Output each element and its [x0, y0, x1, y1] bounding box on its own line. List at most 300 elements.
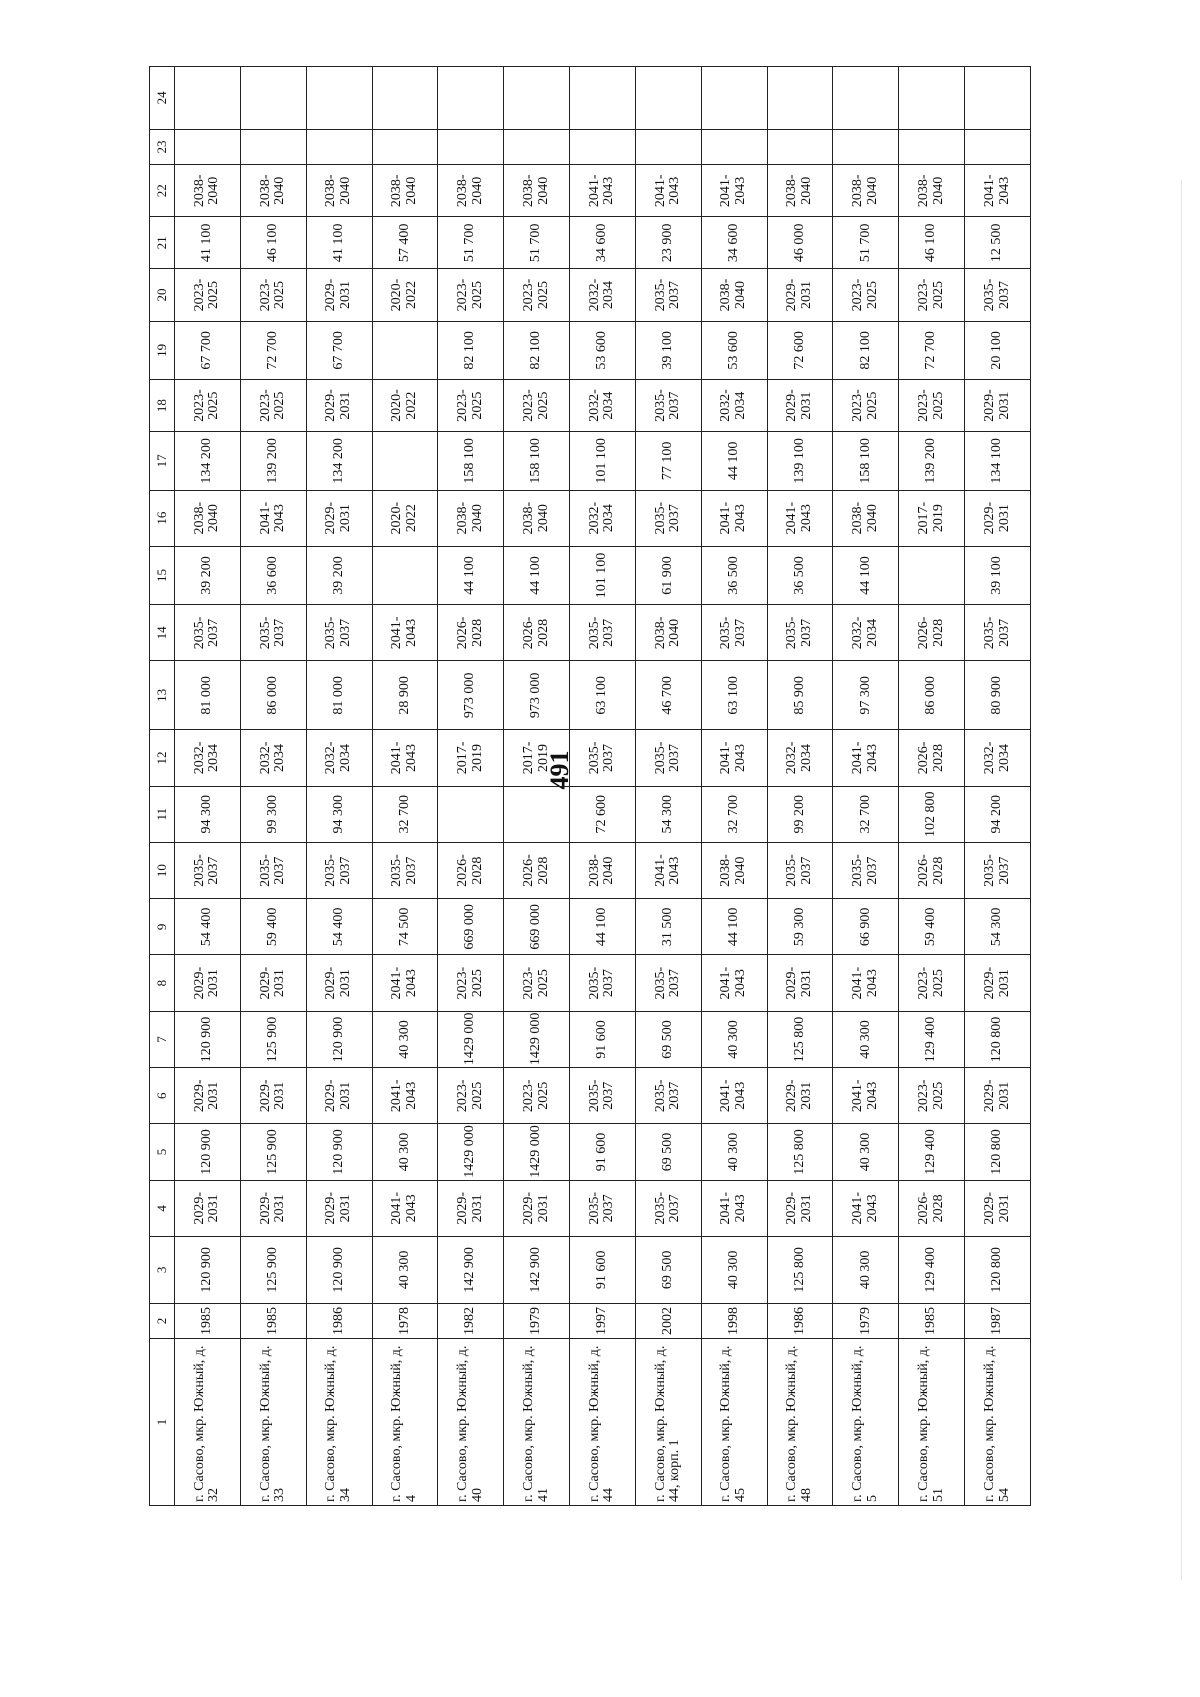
table-cell: 51 700: [438, 217, 504, 269]
table-cell: 1982: [438, 1303, 504, 1338]
table-cell: 31 500: [635, 899, 701, 955]
table-cell: 125 800: [767, 1236, 833, 1303]
table-cell: 2023-2025: [899, 269, 965, 321]
table-cell: [175, 129, 241, 164]
table-cell: 2029-2031: [240, 1068, 306, 1124]
table-cell: 158 100: [504, 432, 570, 490]
table-cell: 2032-2034: [570, 490, 636, 546]
table-cell: 2035-2037: [175, 605, 241, 661]
table-cell: 142 900: [504, 1236, 570, 1303]
header-cell-21: 21: [150, 217, 175, 269]
address-cell: г. Сасово, мкр. Южный, д. 51: [899, 1339, 965, 1506]
table-cell: 2029-2031: [438, 1180, 504, 1236]
table-cell: [504, 67, 570, 130]
table-cell: 2029-2031: [767, 269, 833, 321]
table-cell: 2026-2028: [899, 842, 965, 898]
table-cell: 2038-2040: [701, 842, 767, 898]
table-cell: [306, 129, 372, 164]
table-cell: 2029-2031: [767, 955, 833, 1011]
table-cell: 82 100: [504, 321, 570, 379]
table-cell: 2029-2031: [965, 490, 1031, 546]
table-cell: 2026-2028: [899, 605, 965, 661]
table-cell: 2029-2031: [504, 1180, 570, 1236]
table-row: [767, 67, 833, 1506]
table-cell: 2026-2028: [504, 605, 570, 661]
table-cell: 101 100: [570, 546, 636, 604]
table-cell: 139 200: [240, 432, 306, 490]
table-cell: 2002: [635, 1303, 701, 1338]
table-cell: 69 500: [635, 1011, 701, 1067]
address-cell: г. Сасово, мкр. Южный, д. 44, корп. 1: [635, 1339, 701, 1506]
table-row: [570, 67, 636, 1506]
table-cell: 2038-2040: [767, 165, 833, 217]
table-cell: 94 300: [175, 786, 241, 842]
header-cell-23: 23: [150, 129, 175, 164]
table-row: [438, 67, 504, 1506]
table-cell: 72 600: [570, 786, 636, 842]
table-cell: 51 700: [504, 217, 570, 269]
table-cell: 36 600: [240, 546, 306, 604]
table-cell: 101 100: [570, 432, 636, 490]
table-cell: 2035-2037: [635, 380, 701, 432]
table-cell: [701, 67, 767, 130]
table-cell: 44 100: [701, 432, 767, 490]
table-cell: [438, 786, 504, 842]
table-row: [504, 67, 570, 1506]
table-cell: 2041-2043: [372, 955, 438, 1011]
table-cell: 2023-2025: [438, 1068, 504, 1124]
table-cell: 2029-2031: [306, 269, 372, 321]
table-cell: 46 100: [240, 217, 306, 269]
header-cell-18: 18: [150, 380, 175, 432]
table-cell: 41 100: [175, 217, 241, 269]
table-cell: 120 800: [965, 1124, 1031, 1180]
header-row: [150, 67, 175, 1506]
table-cell: 2029-2031: [306, 1068, 372, 1124]
table-cell: 72 700: [899, 321, 965, 379]
table-cell: 2035-2037: [635, 490, 701, 546]
table-cell: [372, 129, 438, 164]
table-cell: 77 100: [635, 432, 701, 490]
header-cell-16: 16: [150, 490, 175, 546]
table-cell: 63 100: [570, 661, 636, 730]
table-cell: 2035-2037: [833, 842, 899, 898]
table-cell: [965, 67, 1031, 130]
header-cell-6: 6: [150, 1068, 175, 1124]
table-cell: [767, 129, 833, 164]
table-cell: 102 800: [899, 786, 965, 842]
table-cell: [240, 129, 306, 164]
table-cell: 2032-2034: [570, 380, 636, 432]
table-cell: 2029-2031: [306, 380, 372, 432]
table-cell: 129 400: [899, 1124, 965, 1180]
table-cell: 2038-2040: [372, 165, 438, 217]
table-cell: 59 400: [899, 899, 965, 955]
rotated-table-wrapper: [149, 66, 1031, 1506]
table-cell: 669 000: [504, 899, 570, 955]
table-cell: 40 300: [372, 1236, 438, 1303]
header-cell-20: 20: [150, 269, 175, 321]
table-cell: 2035-2037: [635, 1180, 701, 1236]
header-cell-15: 15: [150, 546, 175, 604]
table-cell: 99 200: [767, 786, 833, 842]
table-cell: 2026-2028: [899, 730, 965, 786]
table-cell: 2029-2031: [175, 1180, 241, 1236]
table-cell: 2023-2025: [504, 1068, 570, 1124]
table-container: [149, 66, 1031, 1506]
table-cell: 54 300: [965, 899, 1031, 955]
table-cell: 125 800: [767, 1124, 833, 1180]
table-cell: 2023-2025: [175, 380, 241, 432]
table-cell: 2041-2043: [372, 1068, 438, 1124]
table-cell: 2038-2040: [175, 490, 241, 546]
table-cell: 40 300: [833, 1011, 899, 1067]
table-cell: 669 000: [438, 899, 504, 955]
table-cell: 1986: [767, 1303, 833, 1338]
table-cell: 2041-2043: [701, 1180, 767, 1236]
address-cell: г. Сасово, мкр. Южный, д. 45: [701, 1339, 767, 1506]
table-cell: 91 600: [570, 1124, 636, 1180]
address-cell: г. Сасово, мкр. Южный, д. 44: [570, 1339, 636, 1506]
table-cell: 2023-2025: [899, 1068, 965, 1124]
address-cell: г. Сасово, мкр. Южный, д. 32: [175, 1339, 241, 1506]
table-cell: 2023-2025: [438, 380, 504, 432]
table-cell: 2038-2040: [175, 165, 241, 217]
table-row: [175, 67, 241, 1506]
table-cell: 72 700: [240, 321, 306, 379]
table-cell: 1987: [965, 1303, 1031, 1338]
table-cell: 94 200: [965, 786, 1031, 842]
table-cell: 2023-2025: [438, 269, 504, 321]
table-cell: 2026-2028: [504, 842, 570, 898]
table-cell: 2041-2043: [372, 605, 438, 661]
table-cell: 67 700: [306, 321, 372, 379]
table-cell: 54 400: [175, 899, 241, 955]
address-cell: г. Сасово, мкр. Южный, д. 48: [767, 1339, 833, 1506]
table-cell: 44 100: [504, 546, 570, 604]
table-cell: 2035-2037: [767, 605, 833, 661]
table-cell: 2041-2043: [372, 730, 438, 786]
table-cell: [306, 67, 372, 130]
table-cell: 2020-2022: [372, 490, 438, 546]
header-cell-19: 19: [150, 321, 175, 379]
table-cell: 2020-2022: [372, 269, 438, 321]
table-cell: 158 100: [833, 432, 899, 490]
table-cell: 36 500: [767, 546, 833, 604]
table-cell: 40 300: [701, 1236, 767, 1303]
table-cell: 1429 000: [438, 1011, 504, 1067]
table-cell: 139 200: [899, 432, 965, 490]
table-cell: 120 900: [306, 1011, 372, 1067]
table-cell: 2032-2034: [175, 730, 241, 786]
table-cell: 142 900: [438, 1236, 504, 1303]
table-cell: 23 900: [635, 217, 701, 269]
table-cell: [899, 129, 965, 164]
table-cell: 2041-2043: [833, 1068, 899, 1124]
table-cell: 2041-2043: [701, 490, 767, 546]
table-cell: 2041-2043: [833, 1180, 899, 1236]
table-cell: 39 100: [635, 321, 701, 379]
table-cell: 129 400: [899, 1236, 965, 1303]
header-cell-2: 2: [150, 1303, 175, 1338]
table-cell: 2035-2037: [635, 955, 701, 1011]
table-cell: 86 000: [899, 661, 965, 730]
table-cell: 32 700: [833, 786, 899, 842]
table-cell: 69 500: [635, 1124, 701, 1180]
table-row: [240, 67, 306, 1506]
table-cell: 2023-2025: [833, 380, 899, 432]
table-cell: 28 900: [372, 661, 438, 730]
table-cell: 1979: [833, 1303, 899, 1338]
table-cell: [570, 129, 636, 164]
table-cell: 120 900: [306, 1236, 372, 1303]
table-cell: 86 000: [240, 661, 306, 730]
table-cell: 54 400: [306, 899, 372, 955]
table-cell: [635, 67, 701, 130]
table-cell: 67 700: [175, 321, 241, 379]
table-cell: [899, 67, 965, 130]
table-cell: 2041-2043: [240, 490, 306, 546]
data-table: [149, 66, 1031, 1506]
header-cell-14: 14: [150, 605, 175, 661]
table-cell: 2038-2040: [438, 490, 504, 546]
table-cell: 63 100: [701, 661, 767, 730]
table-cell: 82 100: [833, 321, 899, 379]
table-cell: 40 300: [701, 1124, 767, 1180]
table-cell: 2032-2034: [767, 730, 833, 786]
table-cell: 2035-2037: [965, 842, 1031, 898]
header-cell-13: 13: [150, 661, 175, 730]
table-cell: 2017-2019: [504, 730, 570, 786]
table-cell: 2023-2025: [833, 269, 899, 321]
table-cell: 81 000: [306, 661, 372, 730]
table-cell: [372, 432, 438, 490]
table-cell: 44 100: [570, 899, 636, 955]
table-cell: 2035-2037: [767, 842, 833, 898]
table-row: [701, 67, 767, 1506]
table-cell: 2029-2031: [965, 380, 1031, 432]
table-cell: [504, 129, 570, 164]
table-cell: 66 900: [833, 899, 899, 955]
table-cell: 2035-2037: [635, 1068, 701, 1124]
header-cell-24: 24: [150, 67, 175, 130]
table-cell: 91 600: [570, 1011, 636, 1067]
table-cell: 2029-2031: [965, 1068, 1031, 1124]
table-cell: 2041-2043: [701, 730, 767, 786]
table-cell: 2023-2025: [899, 380, 965, 432]
table-cell: 134 200: [175, 432, 241, 490]
table-cell: 2041-2043: [833, 955, 899, 1011]
table-cell: 59 400: [240, 899, 306, 955]
table-cell: 973 000: [504, 661, 570, 730]
header-cell-17: 17: [150, 432, 175, 490]
table-cell: 32 700: [701, 786, 767, 842]
header-cell-3: 3: [150, 1236, 175, 1303]
table-cell: 2035-2037: [701, 605, 767, 661]
table-cell: 139 100: [767, 432, 833, 490]
table-cell: [240, 67, 306, 130]
table-cell: [701, 129, 767, 164]
table-cell: 2041-2043: [701, 1068, 767, 1124]
table-row: [965, 67, 1031, 1506]
table-cell: 1979: [504, 1303, 570, 1338]
table-row: [372, 67, 438, 1506]
header-cell-5: 5: [150, 1124, 175, 1180]
table-cell: 2029-2031: [767, 1068, 833, 1124]
address-cell: г. Сасово, мкр. Южный, д. 4: [372, 1339, 438, 1506]
table-cell: 72 600: [767, 321, 833, 379]
table-cell: 2041-2043: [570, 165, 636, 217]
table-cell: 53 600: [701, 321, 767, 379]
table-cell: 125 900: [240, 1124, 306, 1180]
table-cell: 2038-2040: [504, 490, 570, 546]
table-cell: 2041-2043: [635, 842, 701, 898]
table-cell: [899, 546, 965, 604]
table-cell: 2038-2040: [570, 842, 636, 898]
table-cell: 1978: [372, 1303, 438, 1338]
table-cell: 2026-2028: [438, 605, 504, 661]
table-cell: 120 900: [175, 1236, 241, 1303]
table-cell: 2035-2037: [570, 1068, 636, 1124]
table-cell: 2032-2034: [570, 269, 636, 321]
table-cell: 120 900: [175, 1011, 241, 1067]
table-cell: 39 100: [965, 546, 1031, 604]
table-cell: 2041-2043: [965, 165, 1031, 217]
table-cell: 39 200: [175, 546, 241, 604]
table-cell: 40 300: [701, 1011, 767, 1067]
table-cell: [635, 129, 701, 164]
table-cell: 44 100: [438, 546, 504, 604]
table-cell: 1998: [701, 1303, 767, 1338]
header-cell-4: 4: [150, 1180, 175, 1236]
table-cell: 34 600: [701, 217, 767, 269]
table-cell: 82 100: [438, 321, 504, 379]
table-cell: 2032-2034: [240, 730, 306, 786]
table-cell: 158 100: [438, 432, 504, 490]
table-cell: 20 100: [965, 321, 1031, 379]
table-cell: [833, 67, 899, 130]
table-cell: 80 900: [965, 661, 1031, 730]
header-cell-22: 22: [150, 165, 175, 217]
table-cell: 2035-2037: [372, 842, 438, 898]
table-cell: 2032-2034: [701, 380, 767, 432]
table-cell: 81 000: [175, 661, 241, 730]
table-cell: [767, 67, 833, 130]
table-cell: 125 800: [767, 1011, 833, 1067]
table-cell: 2041-2043: [635, 165, 701, 217]
table-cell: 53 600: [570, 321, 636, 379]
table-cell: 1985: [240, 1303, 306, 1338]
table-cell: 2041-2043: [767, 490, 833, 546]
table-cell: 2029-2031: [240, 1180, 306, 1236]
header-cell-9: 9: [150, 899, 175, 955]
table-cell: 2038-2040: [833, 165, 899, 217]
table-cell: 2041-2043: [833, 730, 899, 786]
table-row: [899, 67, 965, 1506]
table-cell: 51 700: [833, 217, 899, 269]
table-cell: 2029-2031: [306, 1180, 372, 1236]
table-cell: 1985: [899, 1303, 965, 1338]
table-cell: 2038-2040: [240, 165, 306, 217]
table-cell: 57 400: [372, 217, 438, 269]
table-cell: 41 100: [306, 217, 372, 269]
table-cell: 2029-2031: [306, 490, 372, 546]
table-cell: 85 900: [767, 661, 833, 730]
table-cell: 973 000: [438, 661, 504, 730]
table-cell: 44 100: [701, 899, 767, 955]
table-cell: 2041-2043: [701, 955, 767, 1011]
table-cell: 2029-2031: [306, 955, 372, 1011]
table-cell: 2035-2037: [175, 842, 241, 898]
table-cell: 2038-2040: [635, 605, 701, 661]
table-cell: 2026-2028: [438, 842, 504, 898]
table-cell: 2038-2040: [833, 490, 899, 546]
table-cell: 2023-2025: [504, 380, 570, 432]
header-cell-12: 12: [150, 730, 175, 786]
table-cell: 1429 000: [504, 1011, 570, 1067]
table-cell: [175, 67, 241, 130]
table-cell: 69 500: [635, 1236, 701, 1303]
page-number: 491: [545, 750, 574, 790]
table-cell: 2035-2037: [306, 605, 372, 661]
table-cell: 120 900: [306, 1124, 372, 1180]
table-cell: [372, 321, 438, 379]
table-cell: 2038-2040: [306, 165, 372, 217]
table-cell: 1997: [570, 1303, 636, 1338]
table-cell: 2035-2037: [240, 605, 306, 661]
table-cell: 40 300: [833, 1124, 899, 1180]
table-cell: 2023-2025: [175, 269, 241, 321]
table-cell: 2017-2019: [899, 490, 965, 546]
table-cell: 2035-2037: [570, 955, 636, 1011]
table-cell: 2029-2031: [965, 955, 1031, 1011]
table-cell: 134 200: [306, 432, 372, 490]
table-cell: 2023-2025: [438, 955, 504, 1011]
table-cell: [372, 67, 438, 130]
address-cell: г. Сасово, мкр. Южный, д. 5: [833, 1339, 899, 1506]
table-cell: 2023-2025: [504, 955, 570, 1011]
table-cell: 91 600: [570, 1236, 636, 1303]
table-cell: 97 300: [833, 661, 899, 730]
table-cell: 134 100: [965, 432, 1031, 490]
table-cell: 2038-2040: [899, 165, 965, 217]
table-cell: 1985: [175, 1303, 241, 1338]
table-cell: 2035-2037: [635, 730, 701, 786]
table-cell: 40 300: [372, 1011, 438, 1067]
address-cell: г. Сасово, мкр. Южный, д. 33: [240, 1339, 306, 1506]
table-cell: [438, 67, 504, 130]
table-cell: 2041-2043: [701, 165, 767, 217]
table-cell: 1986: [306, 1303, 372, 1338]
table-cell: 125 900: [240, 1236, 306, 1303]
table-cell: 2023-2025: [504, 269, 570, 321]
table-cell: 120 900: [175, 1124, 241, 1180]
address-cell: г. Сасово, мкр. Южный, д. 40: [438, 1339, 504, 1506]
table-cell: 2035-2037: [570, 605, 636, 661]
table-cell: 46 700: [635, 661, 701, 730]
table-cell: 129 400: [899, 1011, 965, 1067]
table-cell: 40 300: [372, 1124, 438, 1180]
header-cell-7: 7: [150, 1011, 175, 1067]
table-cell: 59 300: [767, 899, 833, 955]
header-cell-8: 8: [150, 955, 175, 1011]
table-cell: 2017-2019: [438, 730, 504, 786]
address-cell: г. Сасово, мкр. Южный, д. 54: [965, 1339, 1031, 1506]
table-cell: 2038-2040: [701, 269, 767, 321]
table-cell: 2029-2031: [175, 1068, 241, 1124]
table-cell: [570, 67, 636, 130]
table-cell: 2035-2037: [965, 269, 1031, 321]
